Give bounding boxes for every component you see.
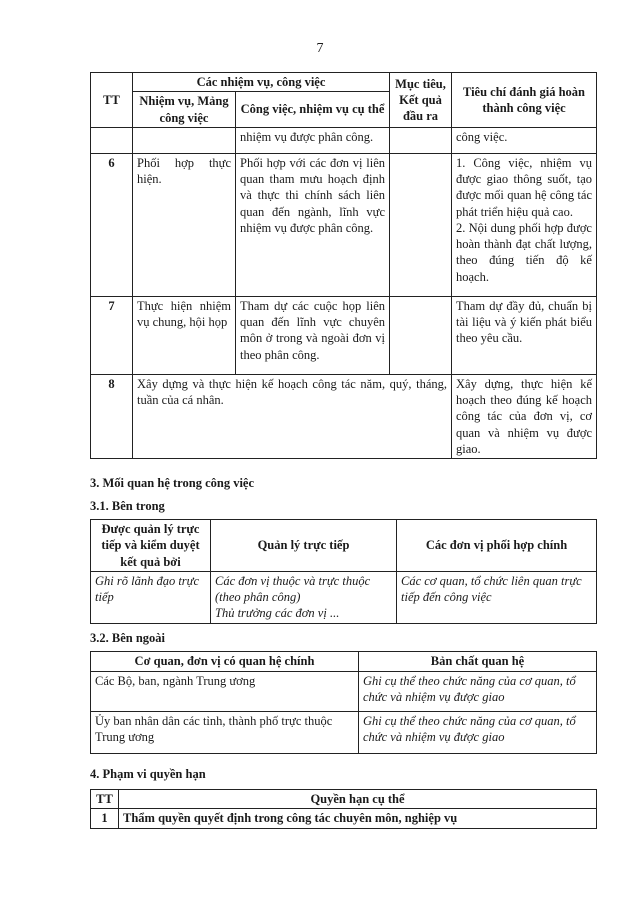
cell-task-area: Thực hiện nhiệm vụ chung, hội họp <box>133 296 236 374</box>
cell-merged-task: Xây dựng và thực hiện kế hoạch công tác năm, quý, tháng, tuần của cá nhân. <box>133 374 452 458</box>
manage-line: (theo phân công) <box>215 590 301 604</box>
criteria-item-2: 2. Nội dung phối hợp được hoàn thành đạt chất lượng, theo đúng tiến độ kế hoạch. <box>456 220 592 284</box>
cell-coordinating: Các cơ quan, tổ chức liên quan trực tiếp đến công việc <box>397 571 597 623</box>
cell-task-area <box>133 127 236 153</box>
header-task-area: Nhiệm vụ, Mảng công việc <box>133 92 236 128</box>
header-tt: TT <box>91 73 133 128</box>
header-objective: Mục tiêu, Kết quả đầu ra <box>390 73 452 128</box>
internal-relations-table <box>90 519 597 624</box>
cell-criteria: công việc. <box>452 127 597 153</box>
cell-authority: Thẩm quyền quyết định trong công tác chuyên môn, nghiệp vụ <box>119 809 597 828</box>
cell-tt: 1 <box>91 809 119 828</box>
table-row <box>91 374 597 458</box>
table-row <box>91 712 597 754</box>
cell-relation: Ghi cụ thể theo chức năng của cơ quan, tổ chức và nhiệm vụ được giao <box>359 672 597 712</box>
cell-specific-task: nhiệm vụ được phân công. <box>236 127 390 153</box>
section-3-2-title: 3.2. Bên ngoài <box>90 631 166 645</box>
section-4-title: 4. Phạm vi quyền hạn <box>90 767 206 781</box>
cell-relation: Ghi cụ thể theo chức năng của cơ quan, tổ chức và nhiệm vụ được giao <box>359 712 597 754</box>
cell-criteria <box>452 153 597 296</box>
cell-objective <box>390 153 452 296</box>
cell-criteria: Tham dự đầy đủ, chuẩn bị tài liệu và ý kiến phát biểu theo yêu cầu. <box>452 296 597 374</box>
header-specific-task: Công việc, nhiệm vụ cụ thể <box>236 92 390 128</box>
cell-tt: 6 <box>91 153 133 296</box>
header-supervised-by: Được quản lý trực tiếp và kiểm duyệt kết quả bởi <box>91 520 211 572</box>
header-relation-nature: Bản chất quan hệ <box>359 652 597 672</box>
header-authority: Quyền hạn cụ thể <box>119 790 597 809</box>
header-criteria: Tiêu chí đánh giá hoàn thành công việc <box>452 73 597 128</box>
manage-line: Các đơn vị thuộc và trực thuộc <box>215 573 371 588</box>
section-3-1-title: 3.1. Bên trong <box>90 499 165 513</box>
cell-agency: Các Bộ, ban, ngành Trung ương <box>91 672 359 712</box>
cell-specific-task: Phối hợp với các đơn vị liên quan tham mưu hoạch định và thực thi chính sách liên quan đến ngành, lĩnh vực nhiệm vụ được phân công. <box>236 153 390 296</box>
table-row <box>91 809 597 828</box>
section-3-title: 3. Mối quan hệ trong công việc <box>90 476 255 490</box>
table-row <box>91 296 597 374</box>
table-row <box>91 672 597 712</box>
header-direct-manage: Quản lý trực tiếp <box>211 520 397 572</box>
header-partner-agency: Cơ quan, đơn vị có quan hệ chính <box>91 652 359 672</box>
cell-agency: Ủy ban nhân dân các tỉnh, thành phố trực thuộc Trung ương <box>91 712 359 754</box>
cell-objective <box>390 127 452 153</box>
cell-objective <box>390 296 452 374</box>
page-number: 7 <box>316 41 324 56</box>
manage-line: Thủ trưởng các đơn vị ... <box>215 606 340 621</box>
external-relations-table <box>90 651 597 754</box>
cell-task-area: Phối hợp thực hiện. <box>133 153 236 296</box>
cell-specific-task: Tham dự các cuộc họp liên quan đến lĩnh vực chuyên môn ở trong và ngoài đơn vị theo phân công. <box>236 296 390 374</box>
cell-tt: 8 <box>91 374 133 458</box>
table-row <box>91 153 597 296</box>
cell-supervisor: Ghi rõ lãnh đạo trực tiếp <box>91 571 211 623</box>
header-task-group: Các nhiệm vụ, công việc <box>133 73 390 92</box>
tasks-table <box>90 72 597 459</box>
cell-tt: 7 <box>91 296 133 374</box>
cell-tt <box>91 127 133 153</box>
criteria-item-1: 1. Công việc, nhiệm vụ được giao thông suốt, tạo được mối quan hệ công tác phát triển hiệu quả cao. <box>456 155 592 219</box>
authority-table <box>90 789 597 829</box>
cell-criteria: Xây dựng, thực hiện kế hoạch theo đúng kế hoạch công tác của đơn vị, cơ quan và nhiệm vụ được giao. <box>452 374 597 458</box>
cell-direct-manage <box>211 571 397 623</box>
table-row <box>91 127 597 153</box>
table-row <box>91 571 597 623</box>
header-tt: TT <box>91 790 119 809</box>
header-coordinating-units: Các đơn vị phối hợp chính <box>397 520 597 572</box>
